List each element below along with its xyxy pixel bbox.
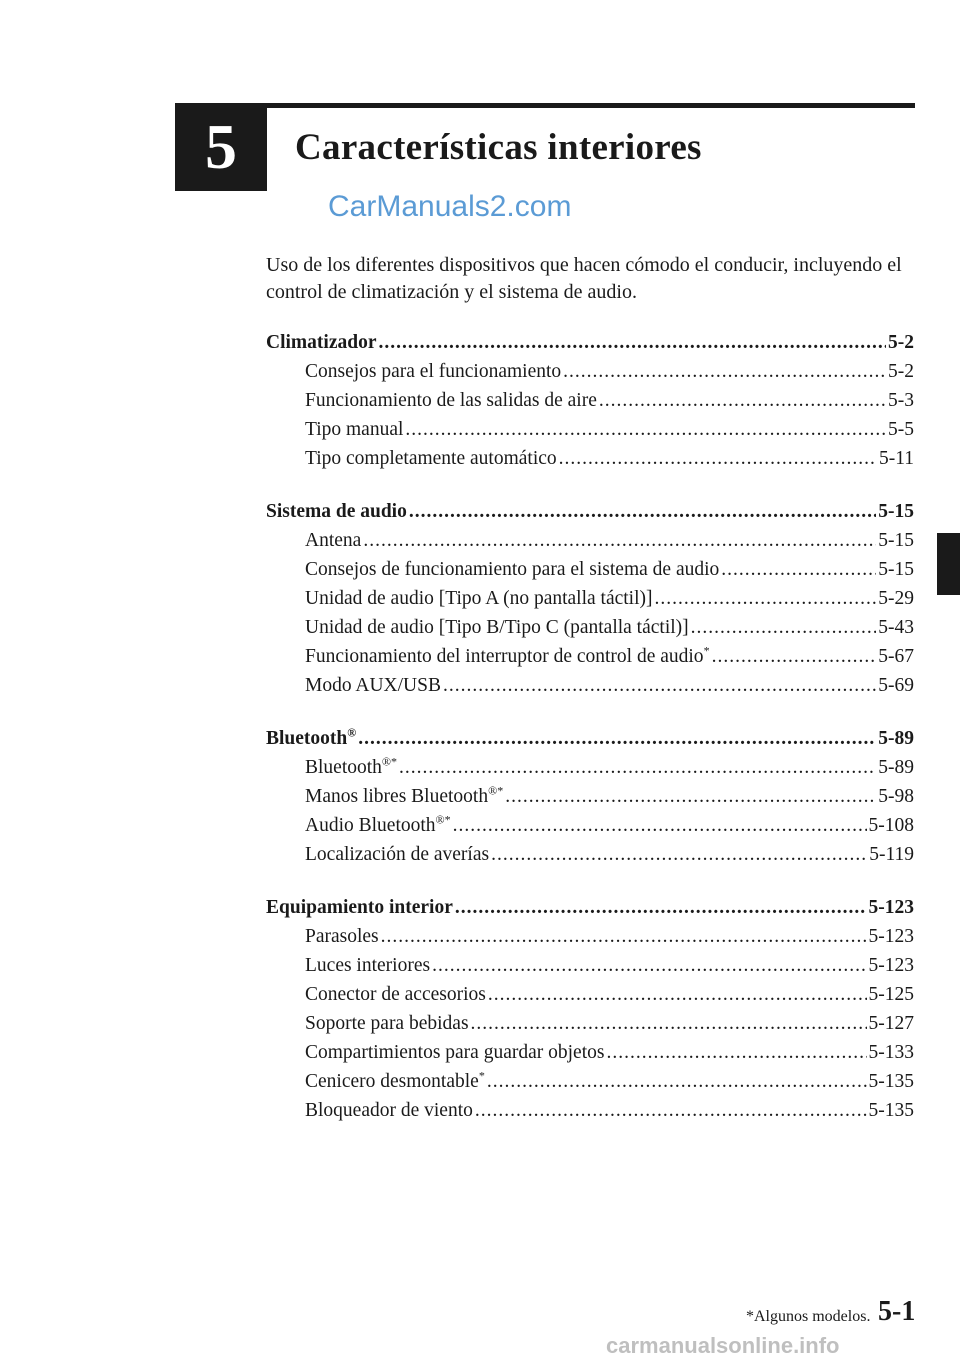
watermark: CarManuals2.com	[328, 190, 572, 223]
toc-leader-dots	[363, 526, 876, 555]
toc-leader-dots	[491, 840, 867, 869]
chapter-number: 5	[205, 111, 237, 182]
toc-section	[266, 893, 914, 1125]
toc-leader-dots	[432, 951, 866, 980]
toc-leader-dots	[475, 1096, 867, 1125]
footnote: *Algunos modelos.	[746, 1308, 871, 1325]
toc-entry-superscript: *	[703, 643, 710, 658]
toc-leader-dots	[381, 922, 867, 951]
toc-entry-page: 5-43	[878, 617, 914, 638]
toc-item[interactable]	[266, 613, 914, 642]
chapter-header-rule	[175, 103, 915, 108]
toc-item[interactable]	[266, 811, 914, 840]
toc-section-heading[interactable]	[266, 497, 914, 526]
toc-item[interactable]	[266, 980, 914, 1009]
toc-entry-superscript: ®*	[435, 812, 451, 827]
toc-section-heading[interactable]	[266, 328, 914, 357]
toc-entry-label: Manos libres Bluetooth®*	[305, 783, 504, 807]
toc-entry-page: 5-135	[868, 1071, 914, 1092]
toc-entry-label: Modo AUX/USB	[305, 675, 441, 696]
chapter-number-box	[175, 103, 267, 191]
toc-entry-page: 5-2	[888, 361, 914, 382]
toc-entry-label: Equipamiento interior	[266, 897, 453, 918]
toc-entry-superscript: ®	[347, 725, 357, 740]
toc-item[interactable]	[266, 671, 914, 700]
toc-entry-page: 5-15	[878, 501, 914, 522]
toc-entry-label: Bluetooth®*	[305, 754, 398, 778]
toc-item[interactable]	[266, 386, 914, 415]
toc-entry-label: Funcionamiento del interruptor de control de audio*	[305, 643, 710, 667]
chapter-intro: Uso de los diferentes dispositivos que hacen cómodo el conducir, incluyendo el control de climatización y el sistema de audio.	[266, 254, 902, 303]
toc-item[interactable]	[266, 782, 914, 811]
toc-entry-label: Localización de averías	[305, 844, 490, 865]
toc-entry-page: 5-98	[878, 786, 914, 807]
chapter-title: Características interiores	[295, 127, 702, 168]
toc-leader-dots	[443, 671, 876, 700]
toc-section	[266, 328, 914, 473]
toc-item[interactable]	[266, 555, 914, 584]
toc-entry-label: Consejos para el funcionamiento	[305, 361, 562, 382]
toc-entry-page: 5-5	[888, 419, 914, 440]
toc-leader-dots	[712, 642, 877, 671]
toc-entry-label: Tipo completamente automático	[305, 448, 557, 469]
toc-entry-page: 5-135	[868, 1100, 914, 1121]
toc-entry-page: 5-69	[878, 675, 914, 696]
toc-item[interactable]	[266, 951, 914, 980]
toc-item[interactable]	[266, 1009, 914, 1038]
toc-leader-dots	[399, 753, 876, 782]
toc-entry-superscript: *	[478, 1068, 485, 1083]
toc-leader-dots	[563, 357, 886, 386]
toc-entry-label: Conector de accesorios	[305, 984, 486, 1005]
toc-leader-dots	[455, 893, 867, 922]
toc-leader-dots	[655, 584, 877, 613]
toc-entry-label: Climatizador	[266, 332, 377, 353]
toc-entry-label: Tipo manual	[305, 419, 404, 440]
toc-entry-page: 5-89	[878, 728, 914, 749]
toc-entry-page: 5-108	[868, 815, 914, 836]
toc-leader-dots	[599, 386, 886, 415]
toc-entry-page: 5-119	[869, 844, 914, 865]
toc-leader-dots	[378, 328, 886, 357]
toc-item[interactable]	[266, 526, 914, 555]
toc-entry-label: Bloqueador de viento	[305, 1100, 473, 1121]
toc-entry-page: 5-133	[868, 1042, 914, 1063]
toc-leader-dots	[453, 811, 867, 840]
toc-entry-page: 5-15	[878, 530, 914, 551]
toc-item[interactable]	[266, 584, 914, 613]
toc-entry-label: Bluetooth®	[266, 725, 357, 749]
toc-entry-page: 5-125	[868, 984, 914, 1005]
toc-leader-dots	[505, 782, 876, 811]
table-of-contents	[266, 328, 914, 1149]
toc-leader-dots	[606, 1038, 866, 1067]
toc-leader-dots	[559, 444, 877, 473]
toc-entry-label: Funcionamiento de las salidas de aire	[305, 390, 597, 411]
toc-leader-dots	[721, 555, 876, 584]
toc-entry-page: 5-67	[878, 646, 914, 667]
toc-item[interactable]	[266, 415, 914, 444]
toc-section	[266, 724, 914, 869]
toc-section-heading[interactable]	[266, 724, 914, 753]
toc-entry-page: 5-15	[878, 559, 914, 580]
page-number: 5-1	[878, 1296, 916, 1327]
toc-item[interactable]	[266, 1038, 914, 1067]
toc-leader-dots	[488, 980, 867, 1009]
toc-entry-page: 5-29	[878, 588, 914, 609]
toc-leader-dots	[405, 415, 886, 444]
toc-item[interactable]	[266, 1067, 914, 1096]
toc-entry-page: 5-123	[868, 926, 914, 947]
toc-entry-page: 5-2	[888, 332, 914, 353]
toc-entry-page: 5-89	[878, 757, 914, 778]
toc-entry-page: 5-3	[888, 390, 914, 411]
toc-item[interactable]	[266, 357, 914, 386]
toc-entry-label: Compartimientos para guardar objetos	[305, 1042, 605, 1063]
toc-entry-page: 5-123	[868, 955, 914, 976]
toc-leader-dots	[487, 1067, 867, 1096]
toc-entry-label: Audio Bluetooth®*	[305, 812, 451, 836]
toc-entry-label: Sistema de audio	[266, 501, 407, 522]
toc-leader-dots	[358, 724, 876, 753]
toc-entry-page: 5-11	[878, 448, 914, 469]
toc-leader-dots	[409, 497, 876, 526]
toc-entry-label: Luces interiores	[305, 955, 431, 976]
toc-entry-superscript: ®*	[488, 783, 504, 798]
toc-leader-dots	[691, 613, 877, 642]
toc-item[interactable]	[266, 444, 914, 473]
toc-item[interactable]	[266, 642, 914, 671]
site-watermark: carmanualsonline.info	[606, 1333, 840, 1358]
toc-item[interactable]	[266, 1096, 914, 1125]
toc-section	[266, 497, 914, 700]
toc-entry-page: 5-127	[868, 1013, 914, 1034]
toc-entry-label: Cenicero desmontable*	[305, 1068, 485, 1092]
toc-entry-label: Unidad de audio [Tipo A (no pantalla táctil)]	[305, 588, 653, 609]
toc-entry-label: Antena	[305, 530, 362, 551]
toc-entry-label: Soporte para bebidas	[305, 1013, 469, 1034]
toc-entry-page: 5-123	[868, 897, 914, 918]
chapter-side-tab	[937, 533, 960, 595]
toc-item[interactable]	[266, 753, 914, 782]
toc-entry-superscript: ®*	[381, 754, 398, 769]
toc-entry-label: Parasoles	[305, 926, 379, 947]
toc-section-heading[interactable]	[266, 893, 914, 922]
toc-leader-dots	[471, 1009, 867, 1038]
toc-entry-label: Unidad de audio [Tipo B/Tipo C (pantalla táctil)]	[305, 617, 689, 638]
toc-item[interactable]	[266, 922, 914, 951]
toc-item[interactable]	[266, 840, 914, 869]
toc-entry-label: Consejos de funcionamiento para el sistema de audio	[305, 559, 720, 580]
